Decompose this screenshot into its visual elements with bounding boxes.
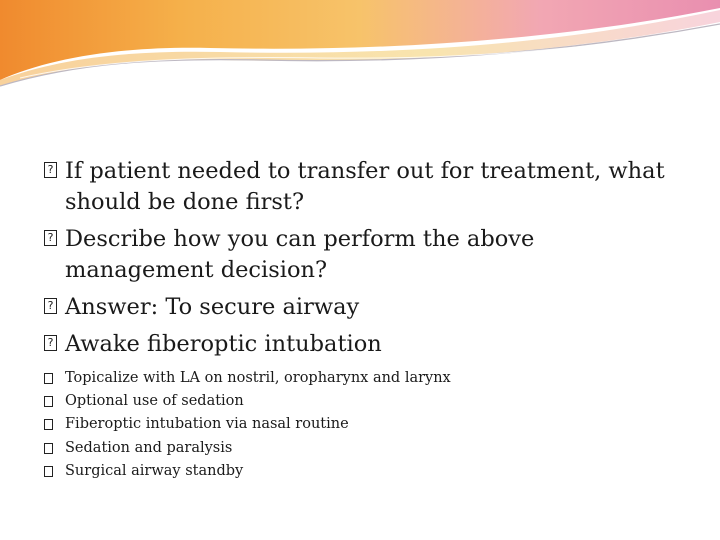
sub-bullet-text: Surgical airway standby: [65, 462, 244, 479]
bullet-box-icon: [44, 373, 53, 384]
sub-bullet-2: [44, 390, 684, 413]
sub-bullet-text: Topicalize with LA on nostril, oropharynx and larynx: [65, 370, 451, 386]
main-bullet-2: [44, 224, 684, 286]
sub-bullet-text: Fiberoptic intubation via nasal routine: [65, 416, 349, 433]
bullet-box-icon: ?: [44, 230, 57, 246]
sub-bullet-4: [44, 437, 684, 460]
main-bullet-text: If patient needed to transfer out for treatment, what should be done first?: [65, 158, 665, 215]
main-bullet-text: Awake fiberoptic intubation: [65, 331, 382, 357]
bullet-box-icon: [44, 419, 53, 430]
bullet-box-icon: [44, 396, 53, 407]
bullet-box-icon: ?: [44, 162, 57, 178]
bullet-box-icon: ?: [44, 335, 57, 351]
sub-bullet-list: [44, 367, 684, 483]
slide-content: [44, 156, 684, 483]
sub-bullet-1: [44, 367, 684, 390]
main-bullet-text: Answer: To secure airway: [65, 294, 360, 320]
main-bullet-1: [44, 156, 684, 218]
main-bullet-4: [44, 329, 684, 360]
main-bullet-text: Describe how you can perform the above management decision?: [65, 226, 535, 283]
sub-bullet-text: Optional use of sedation: [65, 393, 244, 410]
bullet-box-icon: [44, 466, 53, 477]
bullet-box-icon: [44, 443, 53, 454]
sub-bullet-text: Sedation and paralysis: [65, 439, 233, 456]
sub-bullet-3: [44, 413, 684, 436]
bullet-box-icon: ?: [44, 298, 57, 314]
header-swoosh-decoration: [0, 0, 720, 90]
main-bullet-3: [44, 292, 684, 323]
sub-bullet-5: [44, 460, 684, 483]
